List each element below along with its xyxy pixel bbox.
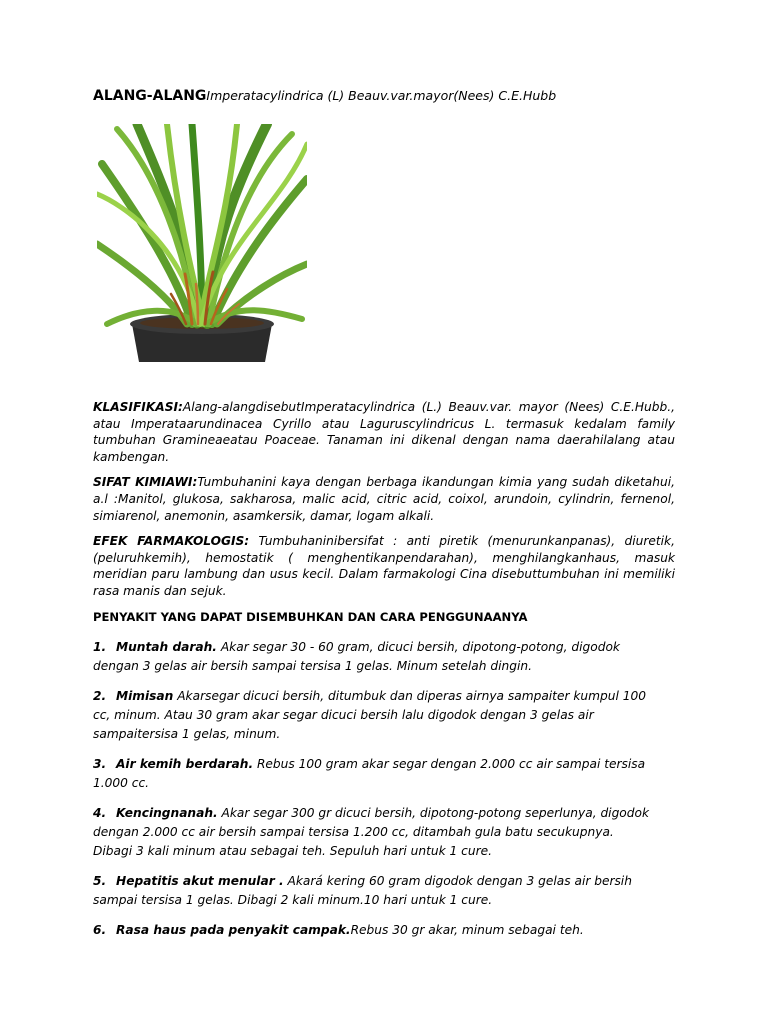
klasifikasi-text: Alang-alangdisebutImperatacylindrica (L.) Beauv.var. mayor (Nees) C.E.Hubb., atau Imperataarundinacea Cyrillo atau Laguruscylindricus L. termasuk kedalam family tumbuhan Gramineaeatau Poaceae. Tanaman ini dikenal dengan nama daerahilalang atau kambengan. xyxy=(93,400,675,464)
klasifikasi-paragraph xyxy=(93,399,675,465)
klasifikasi-label: KLASIFIKASI: xyxy=(93,400,183,414)
sifat-kimiawi-paragraph xyxy=(93,474,675,524)
efek-farmakologis-paragraph xyxy=(93,533,675,599)
list-item-text: Rebus 100 gram akar segar dengan 2.000 cc air sampai tersisa 1.000 cc. xyxy=(93,757,646,791)
sifat-kimiawi-text: Tumbuhanini kaya dengan berbaga ikandungan kimia yang sudah diketahui, a.l :Manitol, glukosa, sakharosa, malic acid, citric acid, coixol, arundoin, cylindrin, fernenol, simiarenol, anemonin, asamkersik, damar, logam alkali. xyxy=(93,475,675,523)
list-item-number: 1. xyxy=(93,640,107,655)
list-item-name: Mimisan xyxy=(116,689,174,704)
list-item-name: Hepatitis akut menular . xyxy=(116,874,284,889)
list-item-number: 6. xyxy=(93,923,107,938)
efek-farmakologis-label: EFEK FARMAKOLOGIS: xyxy=(93,534,250,549)
list-item xyxy=(93,804,655,861)
sifat-kimiawi-label: SIFAT KIMIAWI: xyxy=(93,475,198,490)
remedies-list xyxy=(93,638,675,940)
list-item-text: Akar segar 300 gr dicuci bersih, dipotong-potong seperlunya, digodok dengan 2.000 cc air bersih sampai tersisa 1.200 cc, ditambah gula batu secukupnya. Dibagi 3 kali minum atau sebagai teh. Sepuluh hari untuk 1 cure. xyxy=(93,806,650,859)
list-item-text: Rebus 30 gr akar, minum sebagai teh. xyxy=(350,923,584,938)
list-item-text: Akarsegar dicuci bersih, ditumbuk dan diperas airnya sampaiter kumpul 100 cc, minum. Atau 30 gram akar segar dicuci bersih lalu digodok dengan 3 gelas air sampaitersisa 1 gelas, minum. xyxy=(93,689,646,742)
list-item xyxy=(93,921,655,940)
list-item-name: Rasa haus pada penyakit campak. xyxy=(116,923,351,938)
list-item-name: Muntah darah. xyxy=(116,640,217,655)
title-common-name: ALANG-ALANG xyxy=(93,88,207,104)
list-item-text: Akar segar 30 - 60 gram, dicuci bersih, dipotong-potong, digodok dengan 3 gelas air bersih sampai tersisa 1 gelas. Minum setelah dingin. xyxy=(93,640,620,674)
list-item xyxy=(93,638,655,676)
list-item-name: Air kemih berdarah. xyxy=(116,757,254,772)
title-latin-name: Imperatacylindrica (L) Beauv.var.mayor(Nees) C.E.Hubb xyxy=(206,88,557,103)
efek-farmakologis-text: Tumbuhaninibersifat : anti piretik (menurunkanpanas), diuretik, (peluruhkemih), hemostatik ( menghentikanpendarahan), menghilangkanhaus, masuk meridian paru lambung dan usus kecil. Dalam farmakologi Cina disebuttumbuhan ini memiliki rasa manis dan sejuk. xyxy=(93,534,675,598)
remedies-heading: PENYAKIT YANG DAPAT DISEMBUHKAN DAN CARA PENGGUNAANYA xyxy=(93,609,528,624)
list-item-text: Akará kering 60 gram digodok dengan 3 gelas air bersih sampai tersisa 1 gelas. Dibagi 2 kali minum.10 hari untuk 1 cure. xyxy=(93,874,632,908)
list-item-number: 2. xyxy=(93,689,107,704)
list-item-number: 5. xyxy=(93,874,107,889)
page-title xyxy=(93,88,556,104)
list-item xyxy=(93,687,655,744)
list-item-number: 4. xyxy=(93,806,107,821)
plant-photo xyxy=(97,124,307,362)
list-item-name: Kencingnanah. xyxy=(116,806,218,821)
list-item-number: 3. xyxy=(93,757,107,772)
list-item xyxy=(93,755,655,793)
list-item xyxy=(93,872,655,910)
document-body xyxy=(93,399,675,951)
